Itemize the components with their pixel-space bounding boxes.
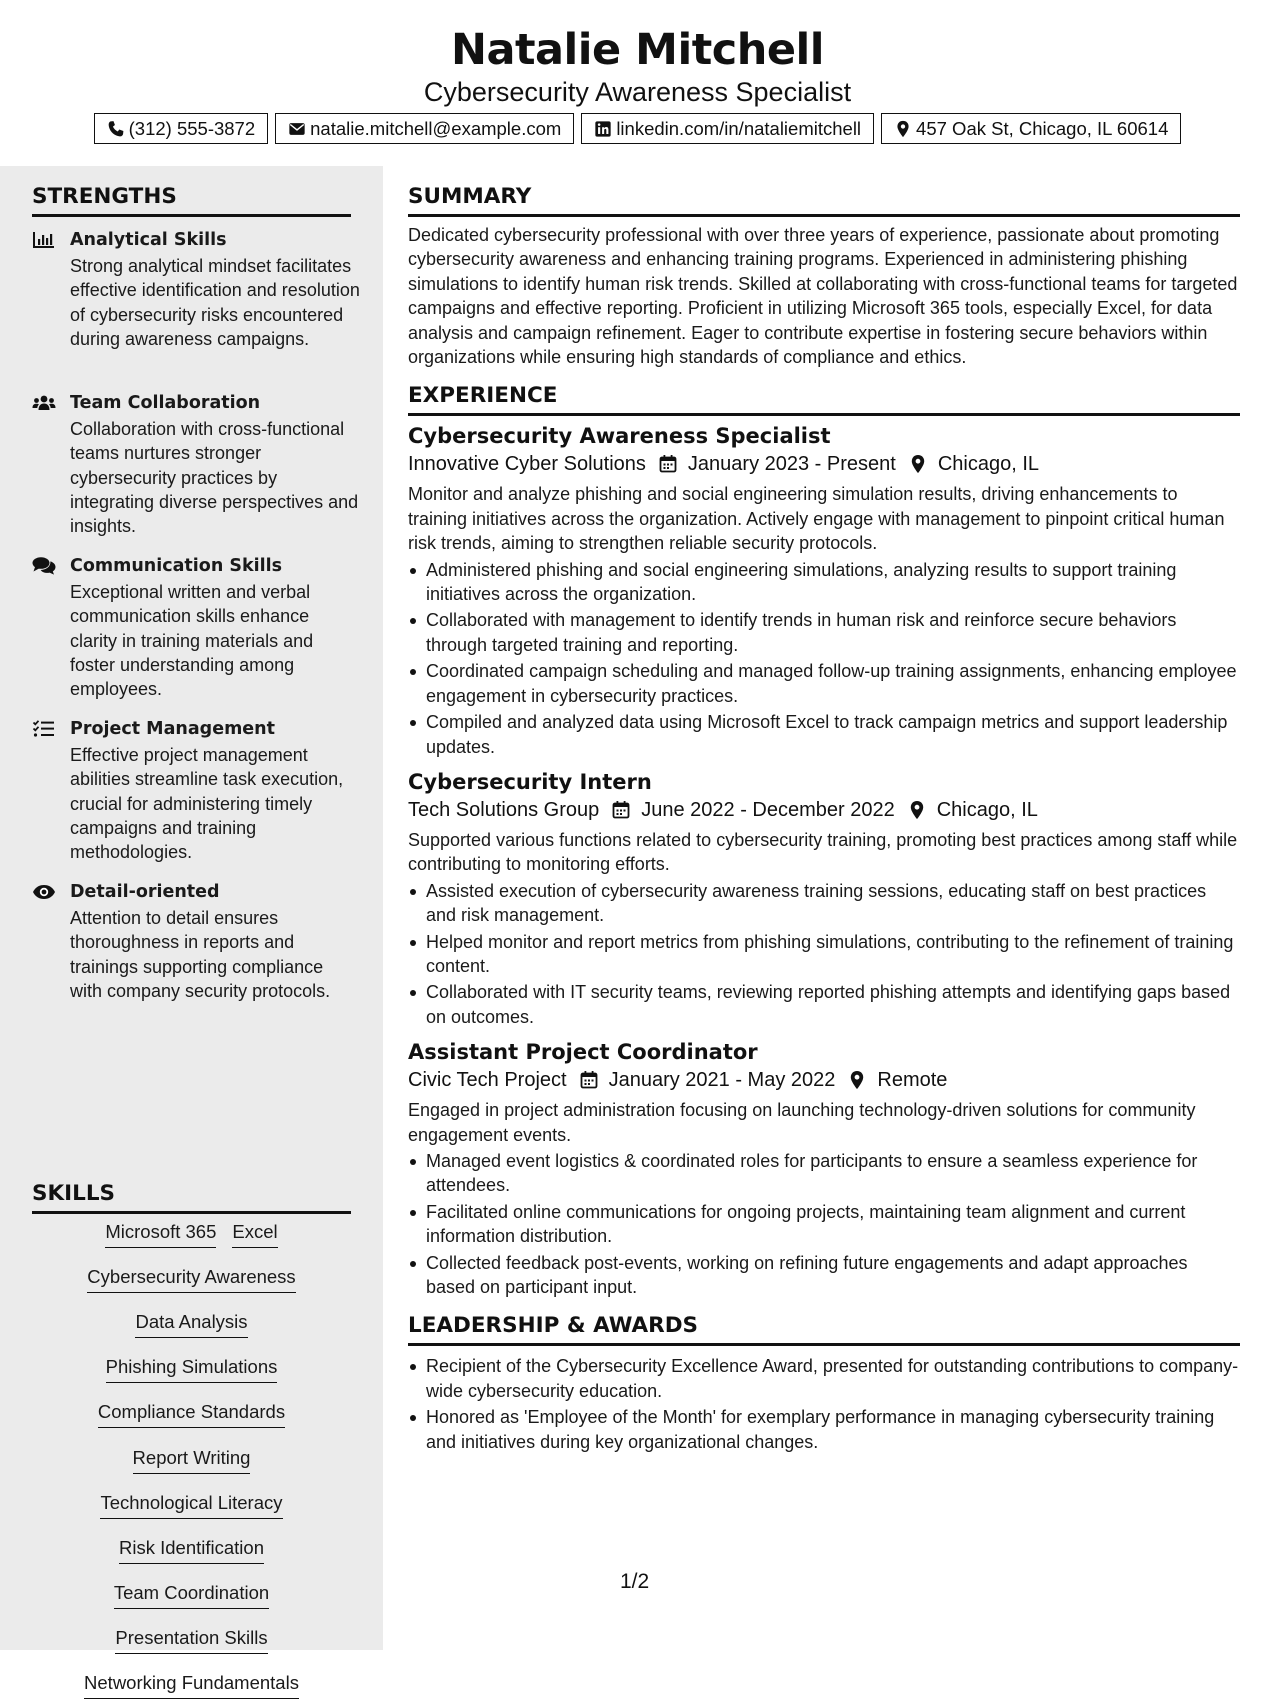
candidate-name: Natalie Mitchell [450, 25, 825, 75]
skills-row [32, 1626, 351, 1654]
job-meta [408, 796, 1240, 824]
list-item: Recipient of the Cybersecurity Excellence Award, presented for outstanding contributions to company-wide cybersecurity education. [408, 1354, 1240, 1403]
job-bullets [408, 879, 1240, 1029]
summary-text: Dedicated cybersecurity professional with over three years of experience, passionate about promoting cybersecurity awareness and enhancing training programs. Experienced in administering phishing simulations to identify human risk trends. Skilled at collaborating with cross-functional teams for targeted campaigns and effective reporting. Proficient in utilizing Microsoft 365 tools, especially Excel, for data analysis and campaign refinement. Eager to contribute expertise in fostering secure behaviors within organizations while ensuring high standards of compliance and ethics. [408, 225, 1238, 368]
job-company: Civic Tech Project [408, 1069, 567, 1092]
skills-row [32, 1581, 351, 1609]
strength-description: Attention to detail ensures thoroughness in reports and trainings supporting compliance with company security protocols. [70, 908, 331, 1001]
skill-tag: Report Writing [133, 1446, 251, 1474]
skills-row [32, 1220, 351, 1248]
list-item: Collaborated with management to identify trends in human risk and reinforce secure behaviors through targeted training and reporting. [408, 608, 1240, 657]
email-text: natalie.mitchell@example.com [310, 117, 562, 139]
strength-description: Collaboration with cross-functional teams nurtures stronger cybersecurity practices by integrating diverse perspectives and insights. [70, 419, 359, 537]
contact-email[interactable] [275, 113, 574, 144]
list-item: Compiled and analyzed data using Microsoft Excel to track campaign metrics and support leadership updates. [408, 710, 1240, 759]
list-item: Administered phishing and social engineering simulations, analyzing results to support training initiatives across the organization. [408, 558, 1240, 607]
contact-linkedin[interactable] [581, 113, 874, 144]
skill-tag: Compliance Standards [98, 1400, 285, 1428]
skill-tag: Technological Literacy [100, 1491, 282, 1519]
address-text: 457 Oak St, Chicago, IL 60614 [916, 117, 1169, 139]
skill-tag: Cybersecurity Awareness [87, 1265, 295, 1293]
skills-row [32, 1265, 351, 1293]
skill-tag: Excel [232, 1220, 277, 1248]
bar-chart-icon [32, 230, 56, 250]
list-item: Coordinated campaign scheduling and managed follow-up training assignments, enhancing employee engagement in cybersecurity practices. [408, 659, 1240, 708]
job-dates: January 2023 - Present [687, 453, 896, 476]
job-title: Cybersecurity Awareness Specialist [408, 424, 831, 449]
calendar-icon [658, 454, 678, 474]
skills-row [32, 1671, 351, 1699]
strength-name: Communication Skills [70, 556, 283, 576]
job-entry [408, 768, 1240, 1029]
job-company: Tech Solutions Group [408, 798, 600, 821]
skill-tag: Team Coordination [114, 1581, 269, 1609]
job-dates: January 2021 - May 2022 [608, 1069, 836, 1092]
list-item: Helped monitor and report metrics from phishing simulations, contributing to the refinement of training content. [408, 930, 1240, 979]
job-bullets [408, 1149, 1240, 1299]
skills-row [32, 1355, 351, 1383]
contact-phone [94, 113, 269, 144]
job-location: Chicago, IL [937, 453, 1039, 476]
phone-icon [107, 120, 125, 138]
calendar-icon [611, 800, 631, 820]
list-check-icon [32, 719, 56, 739]
envelope-icon [288, 120, 306, 138]
strength-name: Project Management [70, 719, 275, 739]
strength-description: Exceptional written and verbal communication skills enhance clarity in training materials and foster understanding among employees. [70, 582, 314, 700]
list-item: Collaborated with IT security teams, reviewing reported phishing attempts and identifying gaps based on outcomes. [408, 980, 1240, 1029]
skills-row [32, 1400, 351, 1428]
skill-tag: Presentation Skills [115, 1626, 267, 1654]
users-icon [32, 393, 56, 413]
list-item: Facilitated online communications for ongoing projects, maintaining team alignment and current information distribution. [408, 1200, 1240, 1249]
experience-heading: EXPERIENCE [408, 383, 1240, 416]
page-number: 1/2 [620, 1570, 650, 1593]
job-meta [408, 1066, 1240, 1094]
map-pin-icon [894, 120, 912, 138]
skills-row [32, 1491, 351, 1519]
list-item: Collected feedback post-events, working on refining future engagements and adapt approaches based on participant input. [408, 1251, 1240, 1300]
strength-name: Analytical Skills [70, 230, 227, 250]
comments-icon [32, 556, 56, 576]
skill-tag: Phishing Simulations [106, 1355, 278, 1383]
linkedin-icon [594, 120, 612, 138]
job-company: Innovative Cyber Solutions [408, 453, 646, 476]
candidate-title: Cybersecurity Awareness Specialist [423, 77, 852, 107]
skills-heading: SKILLS [32, 1181, 351, 1214]
summary-heading: SUMMARY [408, 184, 1240, 217]
skill-tag: Networking Fundamentals [84, 1671, 299, 1699]
calendar-icon [579, 1070, 599, 1090]
list-item: Assisted execution of cybersecurity awareness training sessions, educating staff on best practices and risk management. [408, 879, 1240, 928]
eye-icon [32, 882, 56, 902]
job-title: Cybersecurity Intern [408, 769, 652, 794]
awards-list [408, 1354, 1240, 1454]
map-pin-icon [907, 800, 927, 820]
skill-tag: Risk Identification [119, 1536, 264, 1564]
map-pin-icon [908, 454, 928, 474]
awards-heading: LEADERSHIP & AWARDS [408, 1313, 1240, 1346]
job-meta [408, 450, 1240, 478]
job-entry [408, 422, 1240, 758]
strengths-heading: STRENGTHS [32, 184, 351, 217]
job-dates: June 2022 - December 2022 [641, 798, 895, 821]
main-content [408, 166, 1240, 1456]
phone-text: (312) 555-3872 [128, 117, 256, 139]
list-item: Honored as 'Employee of the Month' for exemplary performance in managing cybersecurity training and initiatives during key organizational changes. [408, 1405, 1240, 1454]
strength-description: Strong analytical mindset facilitates effective identification and resolution of cybersecurity risks encountered during awareness campaigns. [70, 256, 360, 349]
contact-address [881, 113, 1181, 144]
job-entry [408, 1038, 1240, 1299]
map-pin-icon [847, 1070, 867, 1090]
strength-description: Effective project management abilities streamline task execution, crucial for administering timely campaigns and training methodologies. [70, 745, 344, 863]
job-location: Remote [877, 1069, 948, 1092]
job-summary: Supported various functions related to cybersecurity training, promoting best practices among staff while contributing to monitoring efforts. [408, 829, 1238, 875]
contact-bar [0, 113, 1275, 144]
job-location: Chicago, IL [936, 798, 1038, 821]
job-summary: Monitor and analyze phishing and social engineering simulation results, driving enhancements to training initiatives across the organization. Actively engage with management to pinpoint critical human risk trends, aiming to strengthen reliable security protocols. [408, 484, 1225, 554]
skills-row [32, 1536, 351, 1564]
skills-row [32, 1446, 351, 1474]
skills-row [32, 1310, 351, 1338]
skill-tag: Data Analysis [135, 1310, 247, 1338]
job-summary: Engaged in project administration focusing on launching technology-driven solutions for community engagement events. [408, 1100, 1196, 1145]
skill-tag: Microsoft 365 [105, 1220, 216, 1248]
strength-name: Detail-oriented [70, 882, 220, 902]
linkedin-text: linkedin.com/in/nataliemitchell [616, 117, 862, 139]
strength-name: Team Collaboration [70, 393, 261, 413]
job-bullets [408, 558, 1240, 759]
job-title: Assistant Project Coordinator [408, 1040, 758, 1065]
sidebar [0, 166, 383, 1693]
list-item: Managed event logistics & coordinated roles for participants to ensure a seamless experience for attendees. [408, 1149, 1240, 1198]
